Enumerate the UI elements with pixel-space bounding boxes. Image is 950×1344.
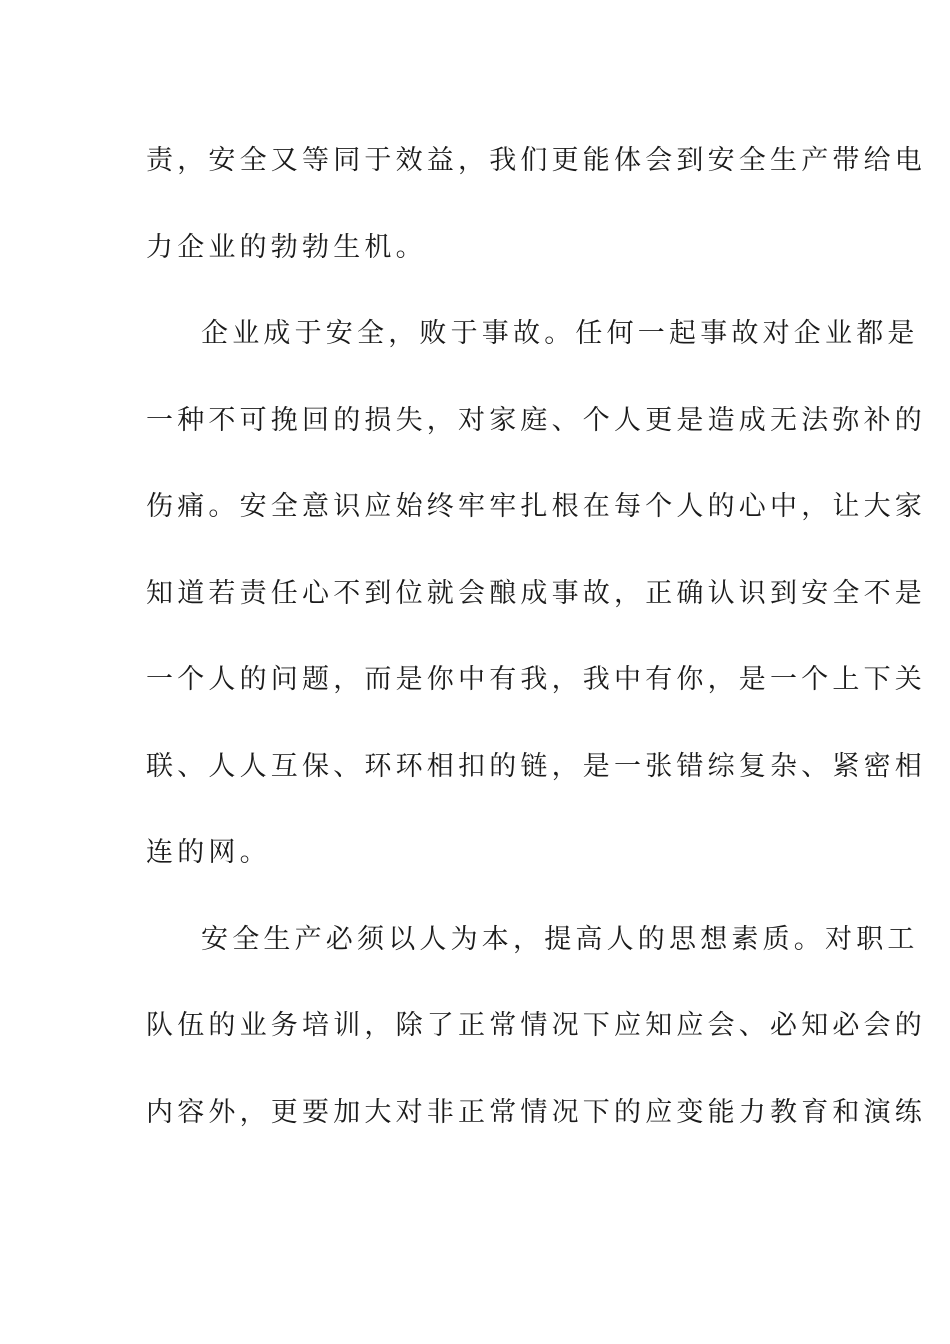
text-line: 队伍的业务培训，除了正常情况下应知应会、必知必会的	[146, 1010, 926, 1041]
text-line: 一个人的问题，而是你中有我，我中有你，是一个上下关	[146, 664, 926, 695]
text-line: 联、人人互保、环环相扣的链，是一张错综复杂、紧密相	[146, 750, 926, 782]
paragraph-first-line: 安全生产必须以人为本，提高人的思想素质。对职工	[201, 923, 919, 955]
paragraph-first-line: 企业成于安全，败于事故。任何一起事故对企业都是	[201, 318, 919, 349]
text-line: 伤痛。安全意识应始终牢牢扎根在每个人的心中，让大家	[146, 491, 926, 522]
text-line: 连的网。	[146, 837, 271, 868]
text-line: 一种不可挽回的损失，对家庭、个人更是造成无法弥补的	[146, 404, 926, 436]
text-line: 内容外，更要加大对非正常情况下的应变能力教育和演练	[146, 1096, 926, 1128]
text-line: 责，安全又等同于效益，我们更能体会到安全生产带给电	[146, 145, 926, 176]
body-text	[146, 135, 926, 1173]
text-line: 力企业的勃勃生机。	[146, 231, 427, 263]
text-line: 知道若责任心不到位就会酿成事故，正确认识到安全不是	[146, 577, 926, 609]
